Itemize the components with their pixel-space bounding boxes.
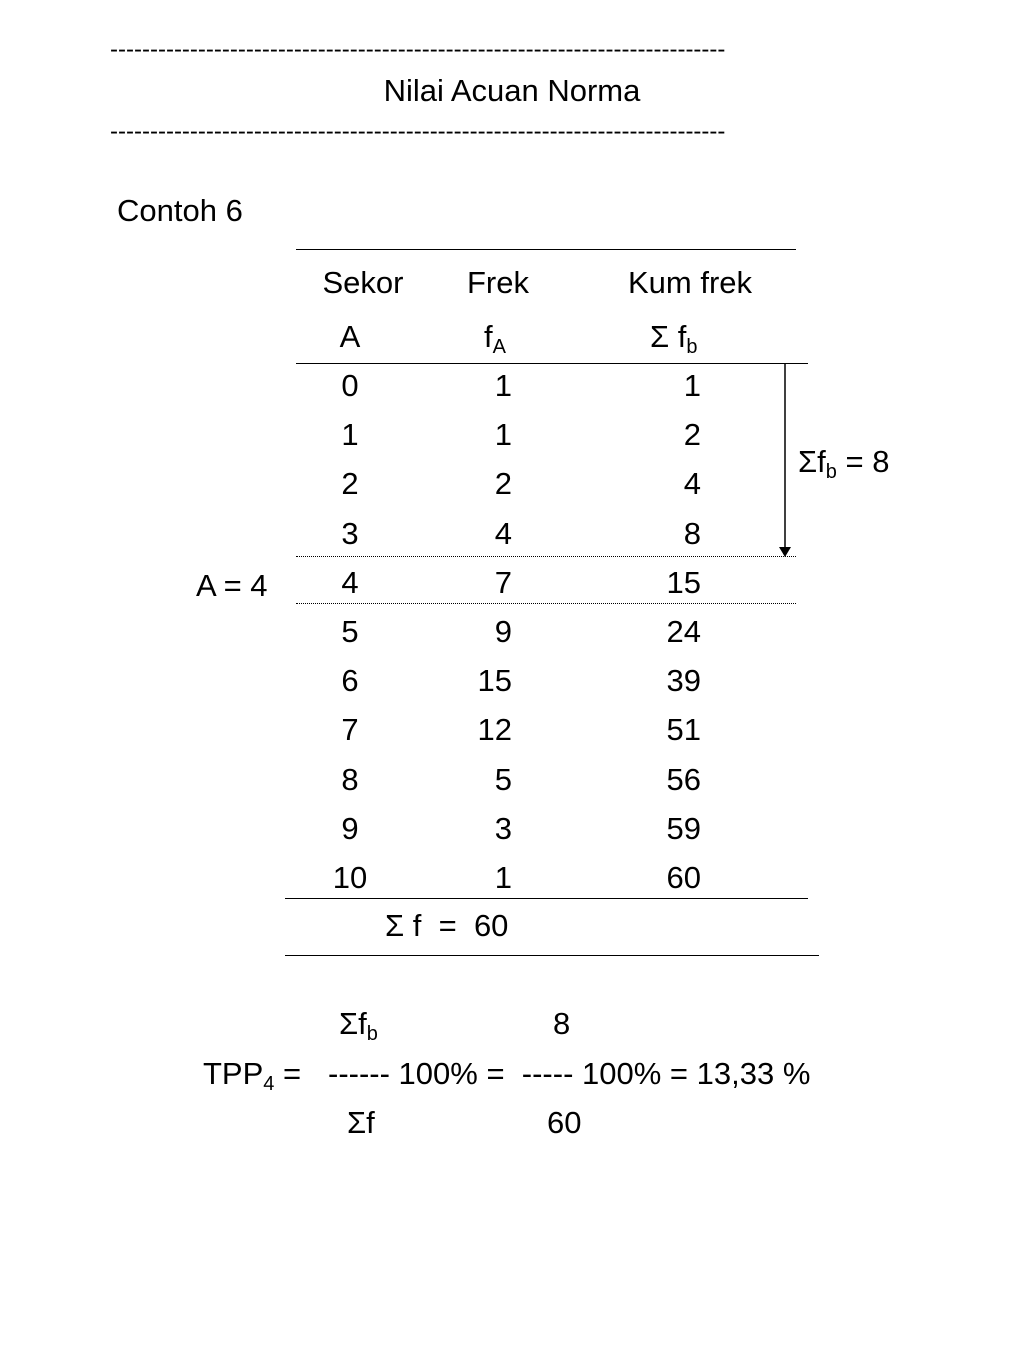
cell-frequency: 2 xyxy=(494,466,512,501)
header-bottom-dashes: ----------------------------------------------------------------------------- xyxy=(110,120,726,144)
cell-frequency: 15 xyxy=(477,663,512,698)
cell-frequency: 7 xyxy=(494,565,512,600)
cell-frequency: 1 xyxy=(494,860,512,895)
cell-frequency: 3 xyxy=(494,811,512,846)
denominator-sum-f: Σf xyxy=(347,1105,375,1140)
numerator-value: 8 xyxy=(553,1006,571,1041)
cell-score: 7 xyxy=(341,712,359,747)
page-title: Nilai Acuan Norma xyxy=(383,73,641,108)
example-label: Contoh 6 xyxy=(117,193,243,228)
symbol-fa: $f_A$ xyxy=(484,319,506,358)
cumulative-arrow xyxy=(775,363,797,559)
cell-cumulative: 8 xyxy=(683,516,701,551)
cell-frequency: 12 xyxy=(477,712,512,747)
denominator-value: 60 xyxy=(547,1105,582,1140)
cell-score: 1 xyxy=(341,417,359,452)
header-sekor: Sekor xyxy=(322,265,404,300)
cell-score: 9 xyxy=(341,811,359,846)
table-bottom-rule xyxy=(285,898,808,899)
total-frequency: Σ f = 60 xyxy=(385,908,509,943)
cell-frequency: 9 xyxy=(494,614,512,649)
cell-frequency: 4 xyxy=(494,516,512,551)
cell-cumulative: 24 xyxy=(666,614,701,649)
formula-body: ------ 100% = ----- 100% = 13,33 % xyxy=(328,1056,811,1091)
table-final-rule xyxy=(285,955,819,956)
table-top-rule xyxy=(296,249,796,250)
row-a-top-dotted-rule xyxy=(296,556,796,557)
header-kum-frek: Kum frek xyxy=(628,265,753,300)
a-marker-label: A = 4 xyxy=(196,568,268,603)
table-header-rule xyxy=(296,363,808,364)
sum-fb-label: $\Sigma f_b = 8$ xyxy=(798,444,890,483)
cell-score: 10 xyxy=(332,860,368,895)
cell-frequency: 1 xyxy=(494,417,512,452)
cell-cumulative: 15 xyxy=(666,565,701,600)
cell-cumulative: 2 xyxy=(683,417,701,452)
cell-score: 0 xyxy=(341,368,359,403)
cell-score: 3 xyxy=(341,516,359,551)
symbol-sum-fb: Σ $f_b$ xyxy=(650,319,698,358)
header-top-dashes: ----------------------------------------------------------------------------- xyxy=(110,38,726,62)
tpp-label: $TPP_4$ = xyxy=(203,1056,302,1095)
row-a-bottom-dotted-rule xyxy=(296,603,796,604)
cell-cumulative: 51 xyxy=(666,712,701,747)
cell-cumulative: 1 xyxy=(683,368,701,403)
cell-frequency: 5 xyxy=(494,762,512,797)
cell-score: 8 xyxy=(341,762,359,797)
symbol-a: A xyxy=(339,319,361,354)
header-frek: Frek xyxy=(467,265,529,300)
cell-cumulative: 56 xyxy=(666,762,701,797)
cell-score: 5 xyxy=(341,614,359,649)
numerator-sum-fb: $\Sigma f_b$ xyxy=(339,1006,378,1045)
cell-score: 2 xyxy=(341,466,359,501)
cell-cumulative: 59 xyxy=(666,811,701,846)
cell-frequency: 1 xyxy=(494,368,512,403)
cell-score: 6 xyxy=(341,663,359,698)
cell-cumulative: 60 xyxy=(666,860,701,895)
cell-score: 4 xyxy=(341,565,359,600)
cell-cumulative: 39 xyxy=(666,663,701,698)
cell-cumulative: 4 xyxy=(683,466,701,501)
